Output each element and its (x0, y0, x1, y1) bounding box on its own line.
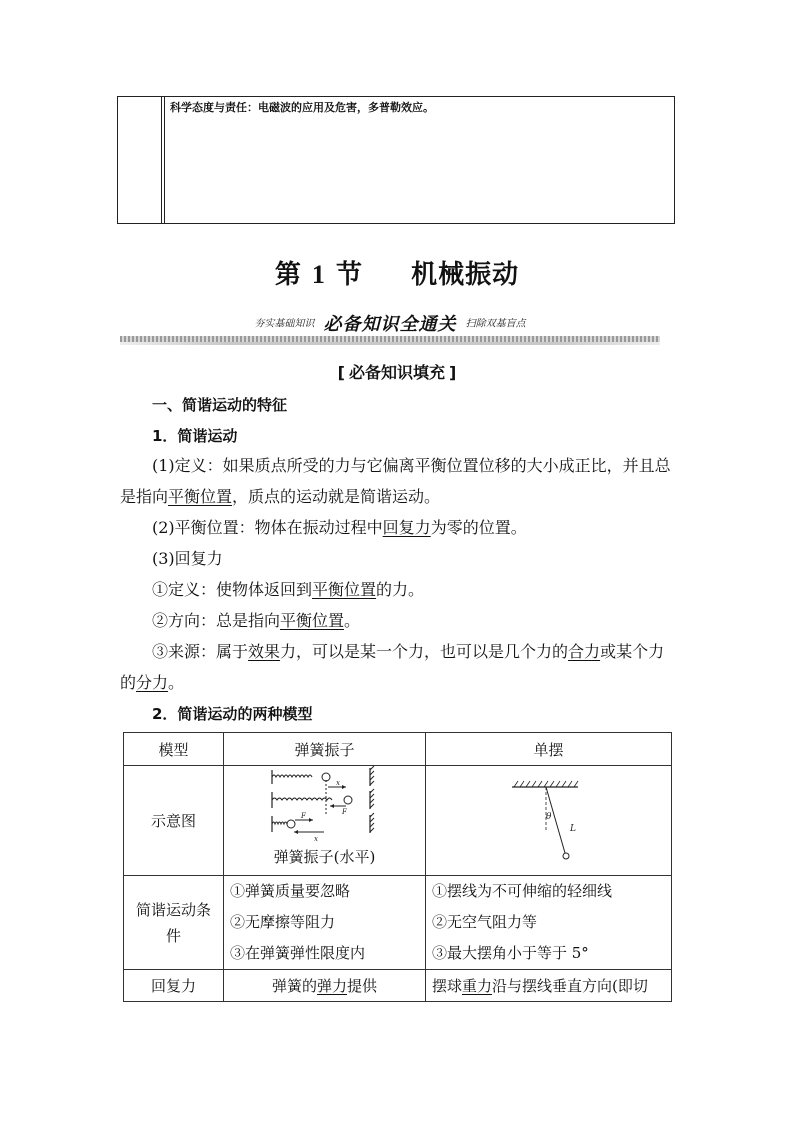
banner-main-text: 必备知识全通关 (323, 313, 457, 335)
underlined-term: 平衡位置 (312, 580, 377, 599)
pendulum-force-cell: 摆球重力沿与摆线垂直方向(即切 (426, 970, 672, 1002)
pendulum-conditions-cell (426, 876, 672, 970)
underlined-term: 弹力 (316, 977, 347, 995)
table-divider (164, 97, 165, 223)
bracket-heading-text: 必备知识填充 (348, 363, 445, 382)
section-number-suffix: 节 (335, 260, 363, 290)
section-title (0, 254, 794, 291)
bracket-open: [ (337, 363, 345, 382)
section-title-text: 机械振动 (411, 260, 520, 290)
underlined-term: 合力 (568, 642, 601, 661)
spring-condition: ②无摩擦等阻力 (230, 913, 336, 931)
restoring-direction: ②方向：总是指向平衡位置。 (152, 611, 361, 630)
underlined-term: 分力 (136, 673, 169, 692)
pendulum-condition: ③最大摆角小于等于 5° (432, 944, 589, 962)
spring-oscillator-diagram (224, 766, 424, 844)
bracket-close: ] (449, 363, 457, 382)
underlined-term: 效果 (248, 642, 281, 661)
spring-condition: ③在弹簧弹性限度内 (230, 944, 366, 962)
pendulum-label-theta: θ (546, 811, 552, 822)
spring-conditions-cell (224, 876, 426, 970)
underlined-term: 平衡位置 (168, 487, 233, 506)
definition-line1: (1)定义：如果质点所受的力与它偏离平衡位置位移的大小成正比，并且总 (152, 456, 671, 475)
heading-two-models: 2．简谐运动的两种模型 (152, 705, 313, 723)
table-header-pendulum: 单摆 (426, 733, 672, 766)
objectives-table (117, 96, 675, 224)
spring-diagram-cell (224, 766, 426, 876)
underlined-term: 平衡位置 (280, 611, 345, 630)
row-label-restoring-force: 回复力 (124, 970, 224, 1002)
heading-level1: 一、简谐运动的特征 (152, 396, 288, 414)
banner-right-text: 扫除双基盲点 (465, 318, 526, 330)
banner-left-text: 夯实基础知识 (254, 318, 315, 330)
section-banner (120, 312, 660, 346)
condition-label-text: 简谐运动条件 (135, 900, 211, 945)
restoring-definition: ①定义：使物体返回到平衡位置的力。 (152, 580, 425, 599)
table-header-model: 模型 (124, 733, 224, 766)
spring-label-x: x (336, 779, 340, 787)
section-number-label: 第 (274, 260, 302, 290)
table-row (124, 733, 672, 766)
pendulum-diagram (426, 769, 672, 873)
spring-force-cell: 弹簧的弹力提供 (224, 970, 426, 1002)
table-row (124, 970, 672, 1002)
pendulum-condition: ②无空气阻力等 (432, 913, 538, 931)
pendulum-label-L: L (570, 823, 576, 834)
table-divider (161, 97, 162, 223)
model-comparison-table (123, 732, 672, 1002)
spring-label-x2: x (314, 835, 318, 843)
table-row (124, 876, 672, 970)
bracket-heading (0, 360, 794, 383)
row-label-condition (124, 876, 224, 970)
row-label-diagram: 示意图 (124, 766, 224, 876)
table-row (124, 766, 672, 876)
objectives-cell-text: 科学态度与责任：电磁波的应用及危害，多普勒效应。 (170, 101, 434, 114)
underlined-term: 重力 (462, 977, 493, 995)
equilibrium-line: (2)平衡位置：物体在振动过程中回复力为零的位置。 (152, 518, 527, 537)
restoring-force-heading: (3)回复力 (152, 549, 223, 568)
banner-shadow (120, 342, 660, 345)
spring-label-F2: F (301, 812, 306, 820)
restoring-source-line2: 的分力。 (120, 673, 185, 692)
underlined-term: 回复力 (382, 518, 431, 537)
table-header-spring: 弹簧振子 (224, 733, 426, 766)
pendulum-diagram-cell (426, 766, 672, 876)
spring-label-F: F (342, 808, 347, 816)
spring-condition: ①弹簧质量要忽略 (230, 882, 351, 900)
section-number: 1 (311, 260, 326, 289)
restoring-source-line1: ③来源：属于效果力，可以是某一个力，也可以是几个力的合力或某个力 (152, 642, 665, 661)
spring-caption: 弹簧振子(水平) (273, 848, 376, 866)
heading-simple-harmonic: 1．简谐运动 (152, 427, 238, 445)
pendulum-condition: ①摆线为不可伸缩的轻细线 (432, 882, 613, 900)
definition-line2: 是指向平衡位置，质点的运动就是简谐运动。 (120, 487, 441, 506)
